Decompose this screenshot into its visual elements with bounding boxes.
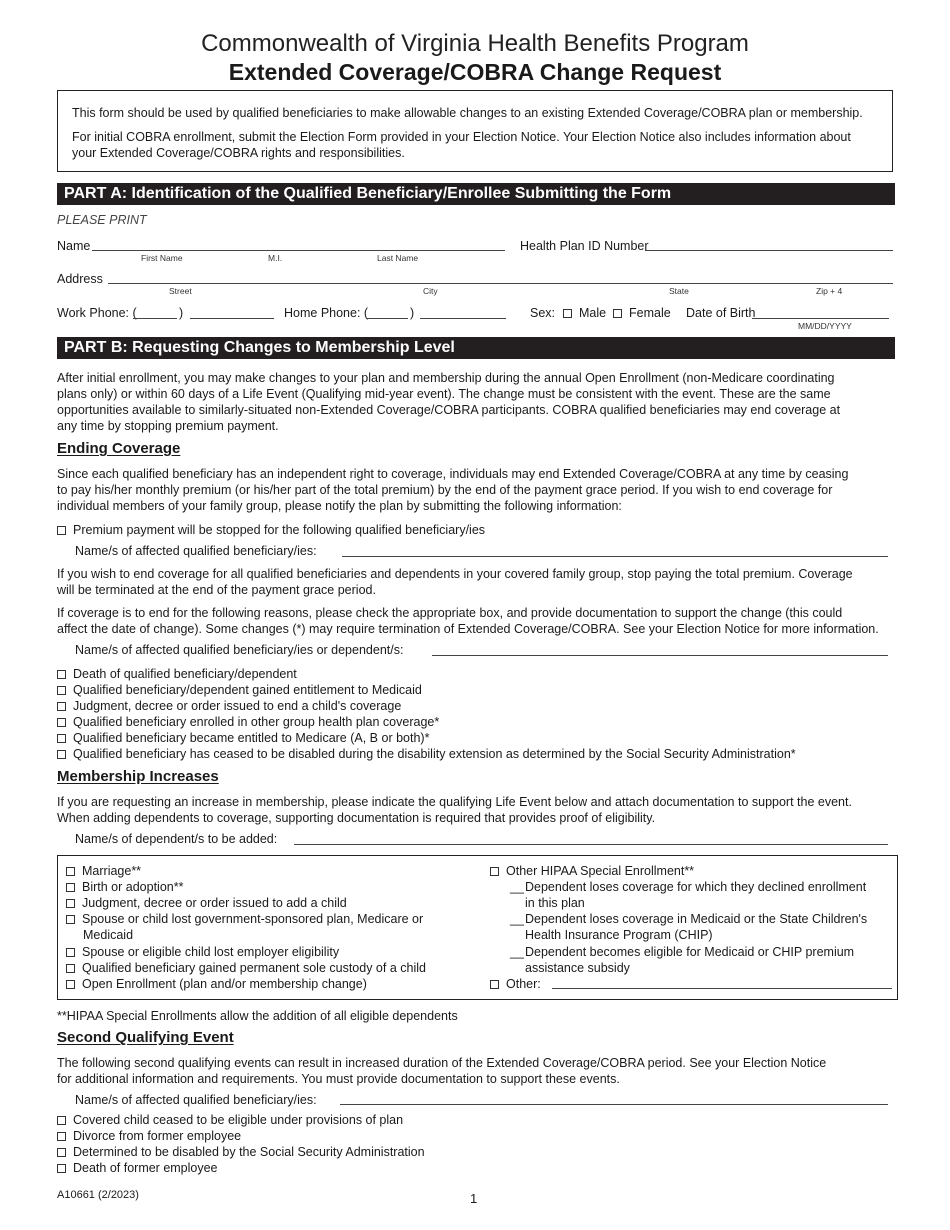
part-a-header: PART A: Identification of the Qualified Beneficiary/Enrollee Submitting the Form (57, 183, 895, 205)
intro-text-1: This form should be used by qualified beneficiaries to make allowable changes to an existing Extended Coverage/COBRA plan or membership. (72, 106, 863, 120)
life-event-label: Birth or adoption** (82, 880, 184, 894)
hipaa-sub-label: Dependent becomes eligible for Medicaid or CHIP premium (525, 945, 855, 959)
ending-names-label: Name/s of affected qualified beneficiary/ies: (75, 544, 317, 558)
hipaa-sub-label-cont: Health Insurance Program (CHIP) (525, 928, 713, 942)
reason-option[interactable] (57, 714, 439, 730)
part-b-intro-3: opportunities available to similarly-situated non-Extended Coverage/COBRA participants. COBRA qualified beneficiaries may end coverage at (57, 403, 841, 417)
life-event-label: Spouse or child lost government-sponsored plan, Medicare or (82, 912, 424, 926)
premium-stop-checkbox[interactable] (57, 526, 66, 535)
second-event-label: Determined to be disabled by the Social Security Administration (73, 1145, 425, 1159)
second-event-option[interactable] (57, 1160, 218, 1176)
hipaa-sub-label: Dependent loses coverage for which they declined enrollment (525, 880, 867, 894)
work-phone-area-field[interactable] (133, 318, 177, 319)
intro-text-2a: For initial COBRA enrollment, submit the Election Form provided in your Election Notice. Your Election Notice also includes information about (72, 130, 851, 144)
life-event-label-cont: Medicaid (83, 928, 134, 942)
hipaa-sub-label: Dependent loses coverage in Medicaid or the State Children's (525, 912, 868, 926)
second-event-checkbox[interactable] (57, 1148, 66, 1157)
life-event-option[interactable] (66, 863, 141, 879)
life-event-checkbox[interactable] (66, 915, 75, 924)
hipaa-footnote: **HIPAA Special Enrollments allow the addition of all eligible dependents (57, 1009, 458, 1023)
female-label: Female (629, 306, 671, 320)
reason-checkbox[interactable] (57, 670, 66, 679)
hipaa-label: Other HIPAA Special Enrollment** (506, 864, 695, 878)
second-event-checkbox[interactable] (57, 1164, 66, 1173)
reason-checkbox[interactable] (57, 734, 66, 743)
ending-p1-2: to pay his/her monthly premium (or his/her part of the total premium) by the end of the payment grace period. If you wish to end coverage for (57, 483, 833, 497)
male-checkbox[interactable] (563, 309, 572, 318)
ending-coverage-heading: Ending Coverage (57, 440, 181, 457)
part-b-intro-2: plans only) or within 60 days of a Life Event (Qualifying mid-year event). The change must be consistent with the event. These are the same (57, 387, 831, 401)
address-label: Address (57, 272, 103, 286)
health-plan-id-label: Health Plan ID Number (520, 239, 649, 253)
address-field[interactable] (108, 283, 893, 284)
form-id: A10661 (2/2023) (57, 1189, 139, 1201)
work-phone-label: Work Phone: ( (57, 306, 137, 320)
second-event-checkbox[interactable] (57, 1116, 66, 1125)
second-event-label: Divorce from former employee (73, 1129, 242, 1143)
other-label: Other: (506, 977, 541, 991)
life-event-label: Spouse or eligible child lost employer eligibility (82, 945, 340, 959)
life-event-option[interactable] (66, 960, 426, 976)
zip-caption: Zip + 4 (816, 286, 843, 296)
increases-p1-2: When adding dependents to coverage, supporting documentation is required that provides proof of eligibility. (57, 811, 656, 825)
reason-checkbox[interactable] (57, 686, 66, 695)
dob-field[interactable] (752, 318, 889, 319)
home-phone-label: Home Phone: ( (284, 306, 369, 320)
reason-checkbox[interactable] (57, 702, 66, 711)
header-line1: Commonwealth of Virginia Health Benefits Program (201, 30, 749, 57)
other-field[interactable] (552, 988, 892, 989)
form-title: Extended Coverage/COBRA Change Request (228, 59, 722, 85)
other-option[interactable] (490, 976, 541, 992)
female-option[interactable] (613, 305, 671, 321)
life-event-option[interactable] (66, 879, 183, 895)
name-label: Name (57, 239, 91, 253)
reason-checkbox[interactable] (57, 750, 66, 759)
intro-text-2b: your Extended Coverage/COBRA rights and responsibilities. (72, 146, 405, 160)
second-names-label: Name/s of affected qualified beneficiary/ies: (75, 1093, 317, 1107)
second-event-label: Death of former employee (73, 1161, 218, 1175)
ending-p3-2: affect the date of change). Some changes (*) may require termination of Extended Coverage/COBRA. See your Election Notice for more information. (57, 622, 879, 636)
name-field[interactable] (92, 250, 505, 251)
please-print: PLEASE PRINT (57, 213, 147, 227)
dependents-added-field[interactable] (294, 844, 888, 845)
reason-label: Qualified beneficiary/dependent gained entitlement to Medicaid (73, 683, 422, 697)
male-label: Male (579, 306, 607, 320)
reason-label: Qualified beneficiary has ceased to be disabled during the disability extension as determined by the Social Security Administration* (73, 747, 796, 761)
life-event-checkbox[interactable] (66, 867, 75, 876)
life-event-option[interactable] (66, 911, 423, 927)
hipaa-sub-label-cont: in this plan (525, 896, 585, 910)
health-plan-id-field[interactable] (645, 250, 893, 251)
reason-option[interactable] (57, 698, 401, 714)
mi-caption: M.I. (268, 253, 283, 263)
ending-p1-3: individual members of your family group, please notify the plan by submitting the following information: (57, 499, 622, 513)
hipaa-option[interactable] (490, 863, 694, 879)
hipaa-sub-label-cont: assistance subsidy (525, 961, 630, 975)
reason-label: Qualified beneficiary enrolled in other group health plan coverage* (73, 715, 440, 729)
other-checkbox[interactable] (490, 980, 499, 989)
reason-checkbox[interactable] (57, 718, 66, 727)
hipaa-sub-blank[interactable]: __ (510, 912, 524, 926)
second-event-option[interactable] (57, 1144, 425, 1160)
last-name-caption: Last Name (377, 253, 419, 263)
state-caption: State (669, 286, 689, 296)
reason-option[interactable] (57, 746, 796, 762)
hipaa-sub-blank[interactable]: __ (510, 945, 524, 959)
second-event-label: Covered child ceased to be eligible under provisions of plan (73, 1113, 404, 1127)
life-event-label: Judgment, decree or order issued to add a child (82, 896, 347, 910)
city-caption: City (423, 286, 438, 296)
ending-p2-2: will be terminated at the end of the payment grace period. (57, 583, 376, 597)
dob-format-caption: MM/DD/YYYY (798, 321, 852, 331)
page-number: 1 (470, 1191, 478, 1206)
second-event-heading: Second Qualifying Event (57, 1029, 234, 1046)
sex-label: Sex: (530, 306, 556, 320)
hipaa-checkbox[interactable] (490, 867, 499, 876)
reason-label: Judgment, decree or order issued to end a child's coverage (73, 699, 402, 713)
life-event-checkbox[interactable] (66, 899, 75, 908)
reason-option[interactable] (57, 666, 297, 682)
life-event-label: Open Enrollment (plan and/or membership change) (82, 977, 367, 991)
reason-label: Qualified beneficiary became entitled to Medicare (A, B or both)* (73, 731, 430, 745)
dob-label: Date of Birth (686, 306, 756, 320)
part-b-header: PART B: Requesting Changes to Membership Level (57, 337, 895, 359)
second-event-option[interactable] (57, 1128, 241, 1144)
second-p1-1: The following second qualifying events can result in increased duration of the Extended Coverage/COBRA period. See your Election Notice (57, 1056, 827, 1070)
reason-option[interactable] (57, 682, 422, 698)
part-b-intro-1: After initial enrollment, you may make changes to your plan and membership during the annual Open Enrollment (non-Medicare coordinating (57, 371, 835, 385)
life-event-option[interactable] (66, 976, 367, 992)
membership-increases-heading: Membership Increases (57, 768, 219, 785)
life-event-checkbox[interactable] (66, 980, 75, 989)
home-phone-number-field[interactable] (420, 318, 506, 319)
ending-p3-1: If coverage is to end for the following reasons, please check the appropriate box, and provide documentation to support the change (this could (57, 606, 843, 620)
ending-p2-1: If you wish to end coverage for all qualified beneficiaries and dependents in your covered family group, stop paying the total premium. Coverage (57, 567, 853, 581)
second-event-checkbox[interactable] (57, 1132, 66, 1141)
life-event-label: Qualified beneficiary gained permanent sole custody of a child (82, 961, 426, 975)
dependents-added-label: Name/s of dependent/s to be added: (75, 832, 278, 846)
male-option[interactable] (563, 305, 606, 321)
life-event-checkbox[interactable] (66, 883, 75, 892)
premium-stop-option[interactable] (57, 522, 485, 538)
second-p1-2: for additional information and requirements. You must provide documentation to support these events. (57, 1072, 620, 1086)
ending-names-field[interactable] (342, 556, 888, 557)
part-b-intro-4: any time by stopping premium payment. (57, 419, 279, 433)
female-checkbox[interactable] (613, 309, 622, 318)
work-phone-paren: ) (179, 306, 184, 320)
reason-option[interactable] (57, 730, 429, 746)
life-event-option[interactable] (66, 944, 339, 960)
premium-stop-label: Premium payment will be stopped for the following qualified beneficiary/ies (73, 523, 486, 537)
ending-names-label-2: Name/s of affected qualified beneficiary/ies or dependent/s: (75, 643, 404, 657)
ending-names-field-2[interactable] (432, 655, 888, 656)
first-name-caption: First Name (141, 253, 183, 263)
home-phone-area-field[interactable] (367, 318, 408, 319)
street-caption: Street (169, 286, 192, 296)
increases-p1-1: If you are requesting an increase in membership, please indicate the qualifying Life Event below and attach documentation to support the event. (57, 795, 852, 809)
second-event-option[interactable] (57, 1112, 403, 1128)
ending-p1-1: Since each qualified beneficiary has an independent right to coverage, individuals may end Extended Coverage/COBRA at any time by ceasing (57, 467, 849, 481)
life-event-checkbox[interactable] (66, 948, 75, 957)
hipaa-sub-blank[interactable]: __ (510, 880, 524, 894)
reason-label: Death of qualified beneficiary/dependent (73, 667, 297, 681)
home-phone-paren: ) (410, 306, 415, 320)
second-names-field[interactable] (340, 1104, 888, 1105)
life-event-label: Marriage** (82, 864, 142, 878)
life-event-option[interactable] (66, 895, 347, 911)
life-event-checkbox[interactable] (66, 964, 75, 973)
work-phone-number-field[interactable] (190, 318, 274, 319)
